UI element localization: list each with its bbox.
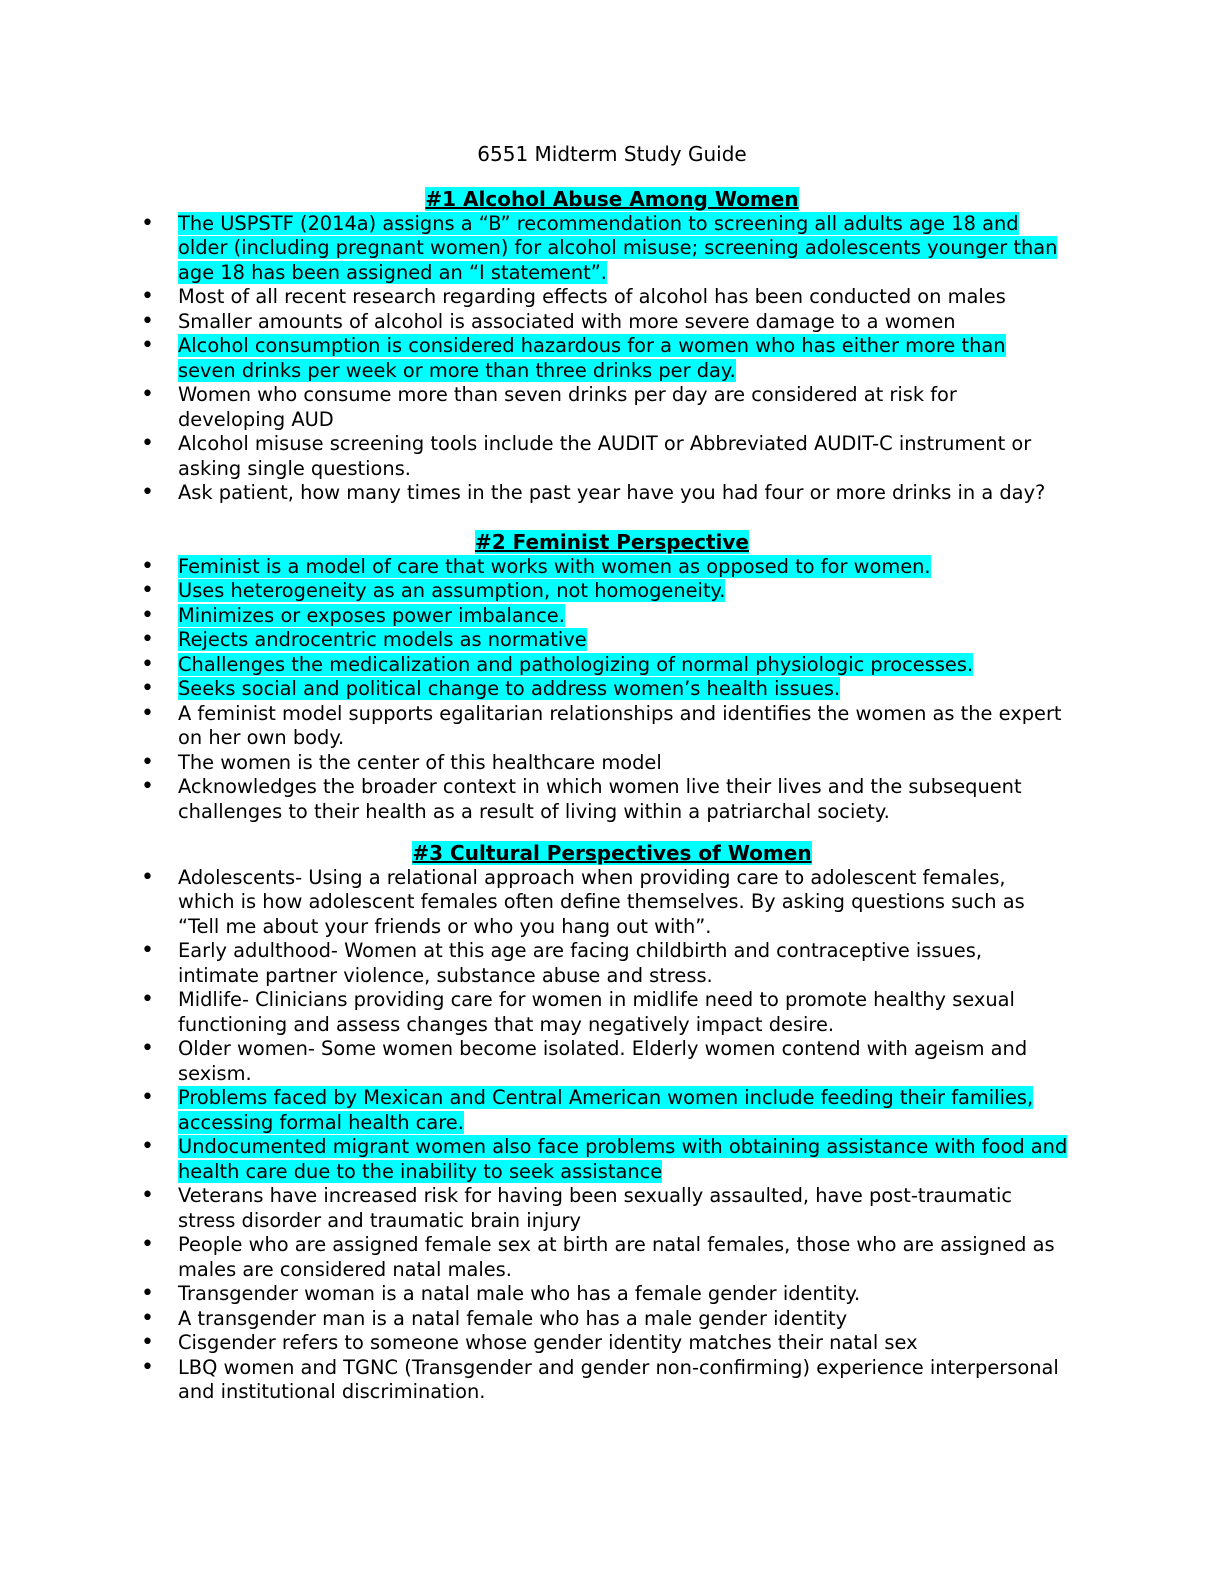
- list-item: [0, 1282, 1068, 1307]
- list-item-text: Rejects androcentric models as normative: [178, 628, 587, 651]
- list-item: [0, 383, 1068, 432]
- list-item-text: The women is the center of this healthcare model: [178, 750, 662, 774]
- list-item-text: A feminist model supports egalitarian relationships and identifies the women as the expert on her own body.: [178, 701, 1062, 749]
- list-item-text: more than three drinks per day.: [422, 358, 736, 382]
- list-item: [0, 1086, 1068, 1135]
- list-item-text: Adolescents- Using a relational approach when providing care to adolescent females, which is how adolescent females often define themselves. By asking questions such as “Tell me about your friends or who you hang out with”.: [178, 865, 1025, 938]
- list-item-text: Older women- Some women become isolated. Elderly women contend with ageism and sexism.: [178, 1037, 1028, 1085]
- document-title: 6551 Midterm Study Guide: [477, 142, 747, 166]
- section-heading: [0, 841, 1224, 866]
- list-item-text: Challenges the medicalization and pathologizing of normal physiologic processes.: [178, 652, 974, 676]
- list-item-text: Seeks social and political change to address women’s health issues.: [178, 677, 841, 700]
- list-item: [0, 866, 1068, 940]
- bullet-list: [0, 555, 1224, 825]
- list-item-text: Veterans have increased risk for having been sexually assaulted, have post-traumatic stress disorder and traumatic brain injury: [178, 1184, 1013, 1232]
- list-item-text: A transgender man is a natal female who has a male gender identity: [178, 1306, 848, 1330]
- list-item-text: Alcohol misuse screening tools include the AUDIT or Abbreviated AUDIT-C instrument or asking single questions.: [178, 432, 1032, 480]
- list-item: [0, 334, 1068, 383]
- list-item-text: LBQ women and TGNC (Transgender and gender non-confirming) experience interpersonal and institutional discrimination.: [178, 1355, 1059, 1403]
- list-item: [0, 432, 1068, 481]
- list-item: [0, 1184, 1068, 1233]
- list-item: [0, 751, 1068, 776]
- section-cultural-perspectives: [0, 841, 1224, 1405]
- list-item: [0, 604, 1068, 629]
- section-feminist-perspective: [0, 530, 1224, 824]
- section-heading: [0, 187, 1224, 212]
- list-item: [0, 1331, 1068, 1356]
- list-item: [0, 988, 1068, 1037]
- list-item-text: Minimizes or exposes power imbalance.: [178, 603, 565, 627]
- list-item-text: Cisgender refers to someone whose gender identity matches their natal sex: [178, 1331, 918, 1354]
- list-item-text: Uses heterogeneity as an assumption, not homogeneity.: [178, 579, 726, 602]
- section-heading-text: #1 Alcohol Abuse Among Women: [425, 187, 799, 211]
- list-item-text: Undocumented migrant women also face problems with obtaining assistance with food and health care due to the inability to seek assistance: [178, 1135, 1068, 1183]
- list-item: [0, 555, 1068, 580]
- list-item: [0, 653, 1068, 678]
- list-item-text: The USPSTF (2014a) assigns a “B” recommendation to screening all adults age 18 and older (including pregnant women) for alcohol misuse; screening adolescents younger than age 18 has been assigned an “I statement”.: [178, 211, 1058, 284]
- section-heading-text: #3 Cultural Perspectives of Women: [412, 841, 812, 865]
- list-item: [0, 579, 1068, 604]
- list-item: [0, 775, 1068, 824]
- list-item: [0, 481, 1068, 506]
- list-item: [0, 285, 1068, 310]
- list-item: [0, 628, 1068, 653]
- list-item-text: People who are assigned female sex at birth are natal females, those who are assigned as males are considered natal males.: [178, 1233, 1055, 1281]
- list-item-text: Acknowledges the broader context in which women live their lives and the subsequent challenges to their health as a result of living within a patriarchal society.: [178, 775, 1022, 823]
- list-item: [0, 1135, 1068, 1184]
- list-item-text: Early adulthood- Women at this age are facing childbirth and contraceptive issues, intimate partner violence, substance abuse and stress.: [178, 939, 982, 987]
- list-item: [0, 702, 1068, 751]
- list-item-text: Feminist is a model of care that works with women as opposed to for women.: [178, 554, 931, 578]
- list-item-text: Smaller amounts of alcohol is associated with more severe damage to a women: [178, 309, 956, 333]
- list-item: [0, 677, 1068, 702]
- list-item: [0, 939, 1068, 988]
- list-item-text: Most of all recent research regarding effects of alcohol has been conducted on males: [178, 285, 1006, 308]
- list-item-text: Women who consume more than seven drinks per day are considered at risk for developing AUD: [178, 383, 957, 431]
- list-item-text: Midlife- Clinicians providing care for women in midlife need to promote healthy sexual functioning and assess changes that may negatively impact desire.: [178, 988, 1015, 1036]
- list-item: [0, 1356, 1068, 1405]
- list-item-text: Problems faced by Mexican and Central American women include feeding their families, accessing formal health care.: [178, 1086, 1034, 1134]
- section-heading: [0, 530, 1224, 555]
- list-item-text: Transgender woman is a natal male who has a female gender identity.: [178, 1282, 861, 1305]
- section-heading-text: #2 Feminist Perspective: [474, 530, 749, 554]
- list-item: [0, 1233, 1068, 1282]
- bullet-list: [0, 866, 1224, 1405]
- list-item-text: Ask patient, how many times in the past year have you had four or more drinks in a day?: [178, 481, 1046, 504]
- list-item: [0, 310, 1068, 335]
- list-item: [0, 212, 1068, 286]
- section-alcohol-abuse: [0, 187, 1224, 506]
- list-item-text: Alcohol consumption is considered hazardous for a women who has either more than seven drinks per week or: [178, 334, 1006, 382]
- list-item: [0, 1037, 1068, 1086]
- bullet-list: [0, 212, 1224, 506]
- list-item: [0, 1307, 1068, 1332]
